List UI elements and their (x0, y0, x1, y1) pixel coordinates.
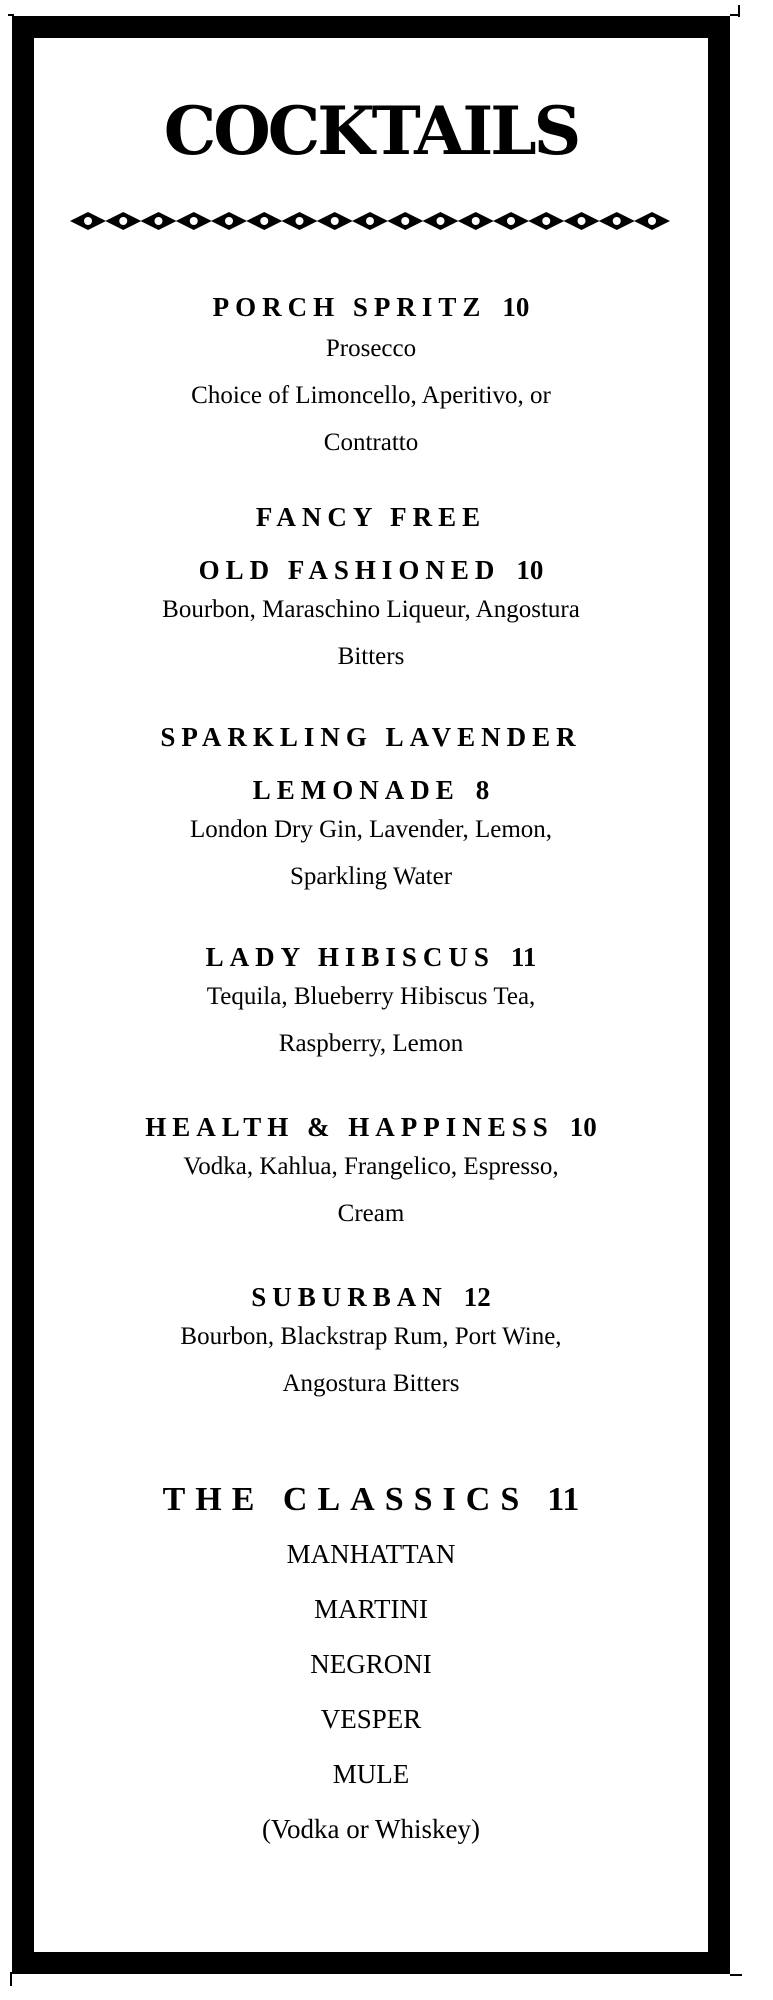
classics-list (34, 1527, 708, 1857)
description-line: Contratto (323, 429, 419, 456)
classic-item: (Vodka or Whiskey) (262, 1814, 480, 1844)
drink-name (34, 1284, 708, 1311)
drink-name (34, 294, 708, 321)
description-line: Bitters (337, 643, 405, 670)
drink-price: 8 (475, 775, 490, 805)
classic-item: VESPER (320, 1704, 422, 1734)
drink-name (34, 777, 708, 804)
ornament-dot (260, 217, 268, 225)
description-line: Prosecco (325, 335, 417, 362)
ornament-dot (578, 217, 586, 225)
ornament-dot (84, 217, 92, 225)
ornament-dot (296, 217, 304, 225)
ornament-dot (366, 217, 374, 225)
drink-price: 12 (463, 1282, 491, 1312)
description-line: Sparkling Water (289, 863, 453, 890)
corner-mark (10, 1972, 12, 1986)
drink-fancy-free-old-fashioned (34, 504, 708, 680)
drink-name-text: OLD FASHIONED (198, 555, 501, 585)
drink-porch-spritz (34, 294, 708, 466)
description-line: Bourbon, Maraschino Liqueur, Angostura (162, 596, 580, 623)
drink-description (34, 973, 708, 1067)
description-line: Choice of Limoncello, Aperitivo, or (191, 382, 551, 409)
ornament-dot (507, 217, 515, 225)
drink-suburban (34, 1284, 708, 1407)
drink-name-text: LADY HIBISCUS (205, 942, 495, 972)
classic-item: MARTINI (314, 1594, 428, 1624)
drink-name-line: FANCY FREE (255, 502, 487, 532)
ornament-dot (542, 217, 550, 225)
drink-health-and-happiness (34, 1114, 708, 1237)
diamond-divider-ornament (70, 208, 670, 234)
ornament-dot (190, 217, 198, 225)
ornament-dot (155, 217, 163, 225)
description-line: Cream (337, 1200, 405, 1227)
ornament-dot (613, 217, 621, 225)
ornament-dot (648, 217, 656, 225)
drink-price: 10 (569, 1112, 597, 1142)
drink-name-text: LEMONADE (252, 775, 460, 805)
drink-name-text: HEALTH & HAPPINESS (145, 1112, 554, 1142)
classic-item: MANHATTAN (286, 1539, 456, 1569)
drink-description (34, 325, 708, 466)
ornament-dot (225, 217, 233, 225)
corner-mark (738, 5, 740, 17)
drink-price: 11 (510, 942, 537, 972)
classic-item: MULE (332, 1759, 410, 1789)
menu-card (34, 38, 708, 1952)
ornament-dot (119, 217, 127, 225)
drink-description (34, 586, 708, 680)
drink-name-text: PORCH SPRITZ (212, 292, 487, 322)
menu-title: COCKTAILS (163, 92, 579, 170)
ornament-dot (472, 217, 480, 225)
drink-lady-hibiscus (34, 944, 708, 1067)
ornament-dot (437, 217, 445, 225)
drink-name-line: SPARKLING LAVENDER (160, 722, 582, 752)
description-line: Raspberry, Lemon (278, 1030, 464, 1057)
description-line: Vodka, Kahlua, Frangelico, Espresso, (183, 1153, 559, 1180)
description-line: Tequila, Blueberry Hibiscus Tea, (206, 983, 536, 1010)
description-line: Bourbon, Blackstrap Rum, Port Wine, (180, 1323, 562, 1350)
classics-section (34, 1483, 708, 1857)
ornament-dot (401, 217, 409, 225)
corner-mark (730, 1974, 742, 1976)
classics-heading-text: THE CLASSICS (162, 1481, 530, 1518)
ornament-dot (331, 217, 339, 225)
description-line: London Dry Gin, Lavender, Lemon, (189, 816, 553, 843)
classics-heading (34, 1483, 708, 1517)
classics-price: 11 (547, 1481, 580, 1518)
description-line: Angostura Bitters (282, 1370, 460, 1397)
drink-name-text: SUBURBAN (251, 1282, 448, 1312)
drink-name (34, 557, 708, 584)
drink-price: 10 (516, 555, 544, 585)
drink-sparkling-lavender-lemonade (34, 724, 708, 900)
drink-price: 10 (502, 292, 530, 322)
drink-name (34, 1114, 708, 1141)
drink-description (34, 1313, 708, 1407)
drink-description (34, 806, 708, 900)
classic-item: NEGRONI (310, 1649, 432, 1679)
drink-description (34, 1143, 708, 1237)
drink-name (34, 944, 708, 971)
